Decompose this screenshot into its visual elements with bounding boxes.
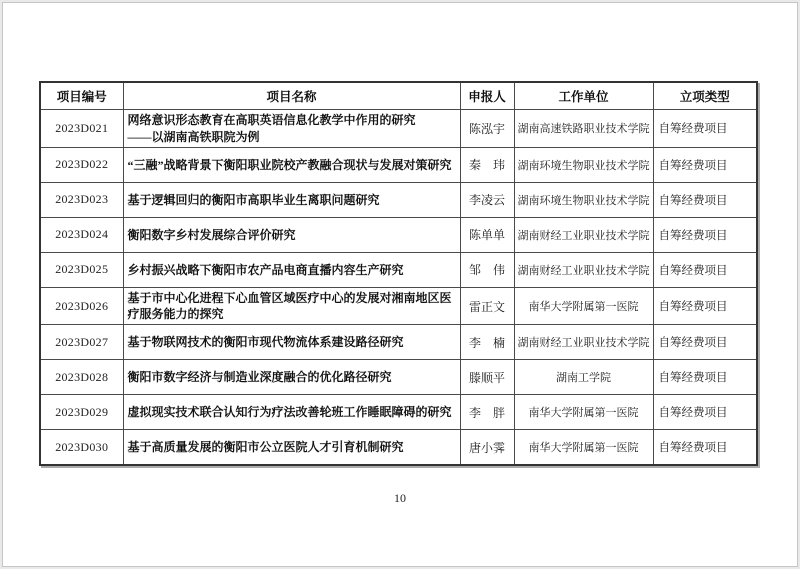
- work-unit-cell: 湖南工学院: [514, 360, 653, 395]
- projects-table: [39, 81, 758, 466]
- applicant-cell: 李 楠: [460, 325, 514, 360]
- project-title-cell: [123, 430, 460, 465]
- project-title-cell: [123, 287, 460, 324]
- applicant-cell: 陈单单: [460, 217, 514, 252]
- project-title-line1: 网络意识形态教育在高职英语信息化教学中作用的研究: [127, 112, 416, 127]
- project-id-cell: 2023D027: [40, 325, 123, 360]
- project-type-cell: 自筹经费项目: [653, 147, 757, 182]
- table-row: [40, 252, 757, 287]
- table-row: [40, 147, 757, 182]
- project-title-line1: 基于逻辑回归的衡阳市高职毕业生离职问题研究: [127, 192, 380, 207]
- page-number: 10: [394, 491, 406, 505]
- project-title-cell: [123, 395, 460, 430]
- project-id-cell: 2023D029: [40, 395, 123, 430]
- project-type-cell: 自筹经费项目: [653, 395, 757, 430]
- project-title-line1: 基于市中心化进程下心血管区域医疗中心的发展对湘南地区医疗服务能力的探究: [127, 290, 452, 322]
- header-applicant: 申报人: [460, 82, 514, 109]
- project-title-cell: [123, 147, 460, 182]
- work-unit-cell: 湖南高速铁路职业技术学院: [514, 109, 653, 147]
- project-id-cell: 2023D025: [40, 252, 123, 287]
- project-id-cell: 2023D026: [40, 287, 123, 324]
- applicant-cell: 李凌云: [460, 182, 514, 217]
- project-type-cell: 自筹经费项目: [653, 252, 757, 287]
- project-title-line1: 基于高质量发展的衡阳市公立医院人才引育机制研究: [127, 439, 404, 454]
- project-title-line1: 虚拟现实技术联合认知行为疗法改善轮班工作睡眠障碍的研究: [127, 405, 452, 420]
- project-type-cell: 自筹经费项目: [653, 217, 757, 252]
- work-unit-cell: 南华大学附属第一医院: [514, 430, 653, 465]
- project-title-line1: 乡村振兴战略下衡阳市农产品电商直播内容生产研究: [127, 262, 404, 277]
- project-title-cell: [123, 109, 460, 147]
- applicant-cell: 唐小霁: [460, 430, 514, 465]
- table-row: [40, 325, 757, 360]
- project-title-line1: 衡阳数字乡村发展综合评价研究: [127, 227, 296, 242]
- project-type-cell: 自筹经费项目: [653, 182, 757, 217]
- applicant-cell: 滕顺平: [460, 360, 514, 395]
- project-title-cell: [123, 182, 460, 217]
- project-type-cell: 自筹经费项目: [653, 109, 757, 147]
- table-row: [40, 395, 757, 430]
- work-unit-cell: 湖南财经工业职业技术学院: [514, 217, 653, 252]
- project-id-cell: 2023D021: [40, 109, 123, 147]
- project-title-cell: [123, 325, 460, 360]
- work-unit-cell: 湖南环境生物职业技术学院: [514, 147, 653, 182]
- applicant-cell: 陈泓宇: [460, 109, 514, 147]
- header-work-unit: 工作单位: [514, 82, 653, 109]
- table-row: [40, 217, 757, 252]
- project-id-cell: 2023D024: [40, 217, 123, 252]
- project-id-cell: 2023D028: [40, 360, 123, 395]
- project-title-cell: [123, 217, 460, 252]
- project-title-line1: “三融”战略背景下衡阳职业院校产教融合现状与发展对策研究: [127, 157, 452, 172]
- project-type-cell: 自筹经费项目: [653, 325, 757, 360]
- table-row: [40, 109, 757, 147]
- project-title-cell: [123, 360, 460, 395]
- applicant-cell: 李 胖: [460, 395, 514, 430]
- project-type-cell: 自筹经费项目: [653, 287, 757, 324]
- table-header: [40, 82, 757, 109]
- project-id-cell: 2023D023: [40, 182, 123, 217]
- table-row: [40, 430, 757, 465]
- project-type-cell: 自筹经费项目: [653, 360, 757, 395]
- work-unit-cell: 湖南财经工业职业技术学院: [514, 252, 653, 287]
- document-page: [2, 2, 798, 567]
- header-project-title: 项目名称: [123, 82, 460, 109]
- project-id-cell: 2023D022: [40, 147, 123, 182]
- project-title-line2: ——以湖南高铁职院为例: [127, 129, 260, 144]
- table-row: [40, 360, 757, 395]
- applicant-cell: 雷正文: [460, 287, 514, 324]
- project-id-cell: 2023D030: [40, 430, 123, 465]
- project-type-cell: 自筹经费项目: [653, 430, 757, 465]
- header-project-type: 立项类型: [653, 82, 757, 109]
- table-row: [40, 287, 757, 324]
- applicant-cell: 邹 伟: [460, 252, 514, 287]
- applicant-cell: 秦 玮: [460, 147, 514, 182]
- project-title-line1: 基于物联网技术的衡阳市现代物流体系建设路径研究: [127, 335, 404, 350]
- project-title-cell: [123, 252, 460, 287]
- work-unit-cell: 湖南财经工业职业技术学院: [514, 325, 653, 360]
- table-body: [40, 109, 757, 465]
- header-project-id: 项目编号: [40, 82, 123, 109]
- work-unit-cell: 湖南环境生物职业技术学院: [514, 182, 653, 217]
- header-row: [40, 82, 757, 109]
- table-row: [40, 182, 757, 217]
- work-unit-cell: 南华大学附属第一医院: [514, 395, 653, 430]
- project-title-line1: 衡阳市数字经济与制造业深度融合的优化路径研究: [127, 370, 392, 385]
- work-unit-cell: 南华大学附属第一医院: [514, 287, 653, 324]
